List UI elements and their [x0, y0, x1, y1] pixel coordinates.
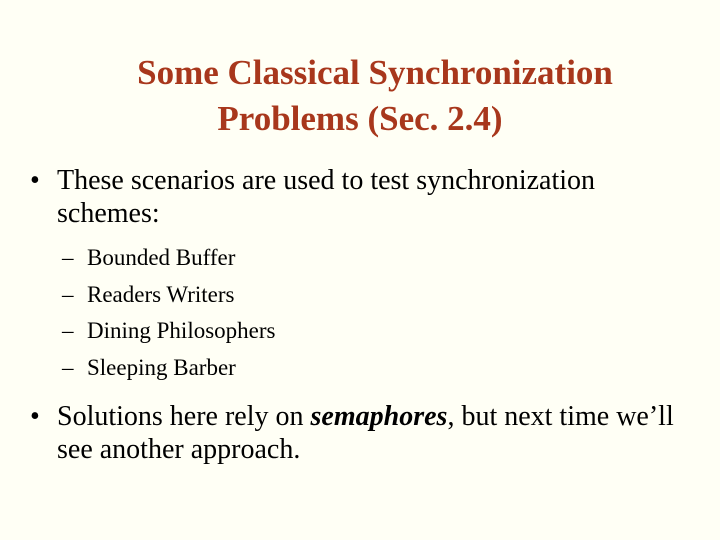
bullet-marker: •	[30, 401, 40, 432]
title-line-1: Some Classical Synchronization	[137, 53, 613, 92]
bullet-text: These scenarios are used to test synchronization schemes:	[57, 165, 596, 229]
list-item-text: Dining Philosophers	[87, 318, 276, 343]
dash-marker: –	[62, 281, 74, 307]
list-item	[62, 350, 700, 387]
bullet-text-before: Solutions here rely on	[57, 401, 311, 432]
dash-marker: –	[62, 354, 74, 380]
emphasis-semaphores: semaphores	[310, 401, 448, 432]
slide-body	[30, 164, 700, 466]
dash-marker: –	[62, 245, 74, 270]
dash-marker: –	[62, 318, 74, 343]
list-item-text: Sleeping Barber	[87, 354, 236, 380]
problem-list	[62, 240, 700, 386]
list-item	[62, 277, 700, 314]
list-item	[62, 313, 700, 350]
list-item-text: Readers Writers	[87, 281, 235, 307]
list-item-text: Bounded Buffer	[87, 245, 236, 270]
bullet-marker: •	[30, 165, 40, 196]
title-line-2: Problems (Sec. 2.4)	[217, 99, 503, 138]
bullet-item-scenarios	[30, 164, 700, 230]
slide-title	[40, 50, 680, 142]
bullet-text-after: , but next time we’ll see another approach.	[57, 401, 674, 465]
bullet-item-solutions	[30, 400, 700, 466]
list-item	[62, 240, 700, 277]
